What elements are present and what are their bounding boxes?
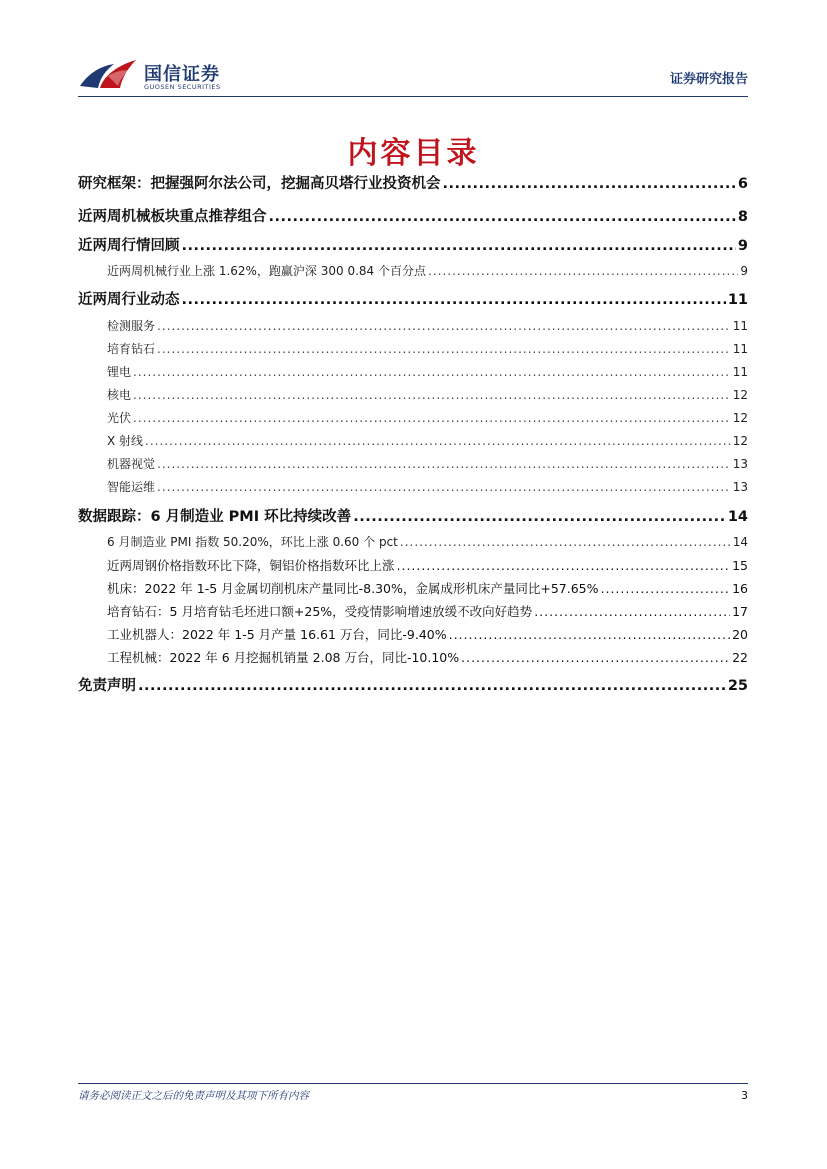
toc-entry-label: X 射线	[107, 434, 144, 448]
toc-entry-page: 20	[732, 627, 748, 642]
toc-leader	[443, 176, 736, 192]
toc-entry-label: 智能运维	[107, 480, 156, 494]
toc-entry-label: 免责声明	[78, 678, 136, 694]
toc-entry-label: 近两周机械行业上涨 1.62%，跑赢沪深 300 0.84 个百分点	[107, 264, 427, 278]
toc-entry[interactable]	[78, 234, 748, 255]
page-header	[78, 52, 748, 94]
toc-entry-label: 工程机械：2022 年 6 月挖掘机销量 2.08 万台，同比-10.10%	[107, 650, 460, 665]
toc-entry-page: 11	[732, 342, 748, 356]
toc-entry[interactable]	[78, 363, 748, 380]
toc-leader	[428, 264, 738, 278]
logo-subtext: GUOSEN SECURITIES	[144, 83, 221, 91]
toc-entry-label: 培育钻石：5 月培育钻毛坯进口额+25%，受疫情影响增速放缓不改向好趋势	[107, 604, 533, 619]
toc-entry-page: 11	[732, 319, 748, 333]
toc-entry-label: 机器视觉	[107, 457, 156, 471]
toc-leader	[157, 319, 731, 333]
toc-entry-label: 6 月制造业 PMI 指数 50.20%，环比上涨 0.60 个 pct	[107, 535, 398, 549]
toc-entry-label: 机床：2022 年 1-5 月金属切削机床产量同比-8.30%，金属成形机床产量同比+57.65%	[107, 581, 599, 596]
toc-entry-page: 6	[737, 176, 748, 192]
toc-entry-page: 22	[732, 650, 748, 665]
toc-leader	[157, 457, 731, 471]
footer-divider	[78, 1083, 748, 1084]
toc-entry-label: 光伏	[107, 411, 132, 425]
toc-entry-page: 9	[737, 238, 748, 254]
toc-leader	[182, 238, 736, 254]
toc-entry[interactable]	[78, 262, 748, 279]
toc-entry-label: 核电	[107, 388, 132, 402]
toc-entry-page: 11	[727, 292, 748, 308]
toc-title: 内容目录	[347, 136, 480, 171]
toc-leader	[133, 411, 731, 425]
toc-entry-page: 8	[737, 209, 748, 225]
toc-entry-label: 数据跟踪：6 月制造业 PMI 环比持续改善	[78, 509, 352, 525]
toc-leader	[353, 509, 726, 525]
toc-entry-page: 12	[732, 411, 748, 425]
toc-entry[interactable]	[78, 409, 748, 426]
toc-entry-label: 研究框架：把握强阿尔法公司，挖掘高贝塔行业投资机会	[78, 176, 441, 192]
footer-disclaimer-note: 请务必阅读正文之后的免责声明及其项下所有内容	[78, 1090, 309, 1102]
report-type-label: 证券研究报告	[669, 72, 748, 87]
toc-entry[interactable]	[78, 386, 748, 403]
toc-entry-label: 培育钻石	[107, 342, 156, 356]
toc-entry-page: 16	[732, 581, 748, 596]
toc-entry[interactable]	[78, 478, 748, 495]
guosen-logo-icon	[78, 56, 140, 92]
toc-entry-label: 工业机器人：2022 年 1-5 月产量 16.61 万台，同比-9.40%	[107, 627, 447, 642]
toc-entry-label: 锂电	[107, 365, 132, 379]
toc-leader	[133, 388, 731, 402]
toc-entry[interactable]	[78, 505, 748, 526]
toc-leader	[601, 581, 731, 596]
header-divider	[78, 96, 748, 97]
logo-text: 国信证券	[144, 64, 220, 85]
toc-entry-page: 13	[732, 457, 748, 471]
toc-entry-label: 近两周机械板块重点推荐组合	[78, 209, 267, 225]
toc-entry[interactable]	[78, 317, 748, 334]
toc-entry-page: 13	[732, 480, 748, 494]
page-number: 3	[741, 1089, 748, 1102]
toc-entry-page: 9	[740, 264, 748, 278]
toc-entry[interactable]	[78, 432, 748, 449]
toc-entry-label: 近两周行情回顾	[78, 238, 180, 254]
toc-leader	[157, 342, 731, 356]
toc-entry[interactable]	[78, 533, 748, 550]
toc-entry-page: 12	[732, 388, 748, 402]
toc-entry-page: 12	[732, 434, 748, 448]
toc-leader	[157, 480, 731, 494]
toc-entry[interactable]	[78, 455, 748, 472]
toc-leader	[400, 535, 731, 549]
toc-leader	[269, 209, 736, 225]
toc-leader	[461, 650, 730, 665]
toc-entry[interactable]	[78, 579, 748, 597]
toc-entry[interactable]	[78, 625, 748, 643]
toc-entry-label: 近两周行业动态	[78, 292, 180, 308]
toc-entry[interactable]	[78, 172, 748, 193]
toc-leader	[182, 292, 726, 308]
toc-entry-page: 17	[732, 604, 748, 619]
toc-leader	[138, 678, 726, 694]
toc-entry-page: 14	[727, 509, 748, 525]
toc-entry[interactable]	[78, 556, 748, 574]
toc-entry[interactable]	[78, 602, 748, 620]
toc-entry-page: 15	[732, 558, 748, 573]
toc-entry[interactable]	[78, 288, 748, 309]
toc-leader	[145, 434, 731, 448]
toc-entry-page: 14	[732, 535, 748, 549]
toc-entry[interactable]	[78, 340, 748, 357]
toc-entry-page: 11	[732, 365, 748, 379]
toc-entry[interactable]	[78, 205, 748, 226]
toc-entry-label: 检测服务	[107, 319, 156, 333]
toc-entry-label: 近两周钢价格指数环比下降，铜铝价格指数环比上涨	[107, 558, 395, 573]
toc-entry[interactable]	[78, 674, 748, 695]
toc-leader	[133, 365, 731, 379]
toc-leader	[397, 558, 731, 573]
toc-leader	[449, 627, 730, 642]
toc-leader	[534, 604, 730, 619]
toc-entry[interactable]	[78, 648, 748, 666]
toc-entry-page: 25	[727, 678, 748, 694]
